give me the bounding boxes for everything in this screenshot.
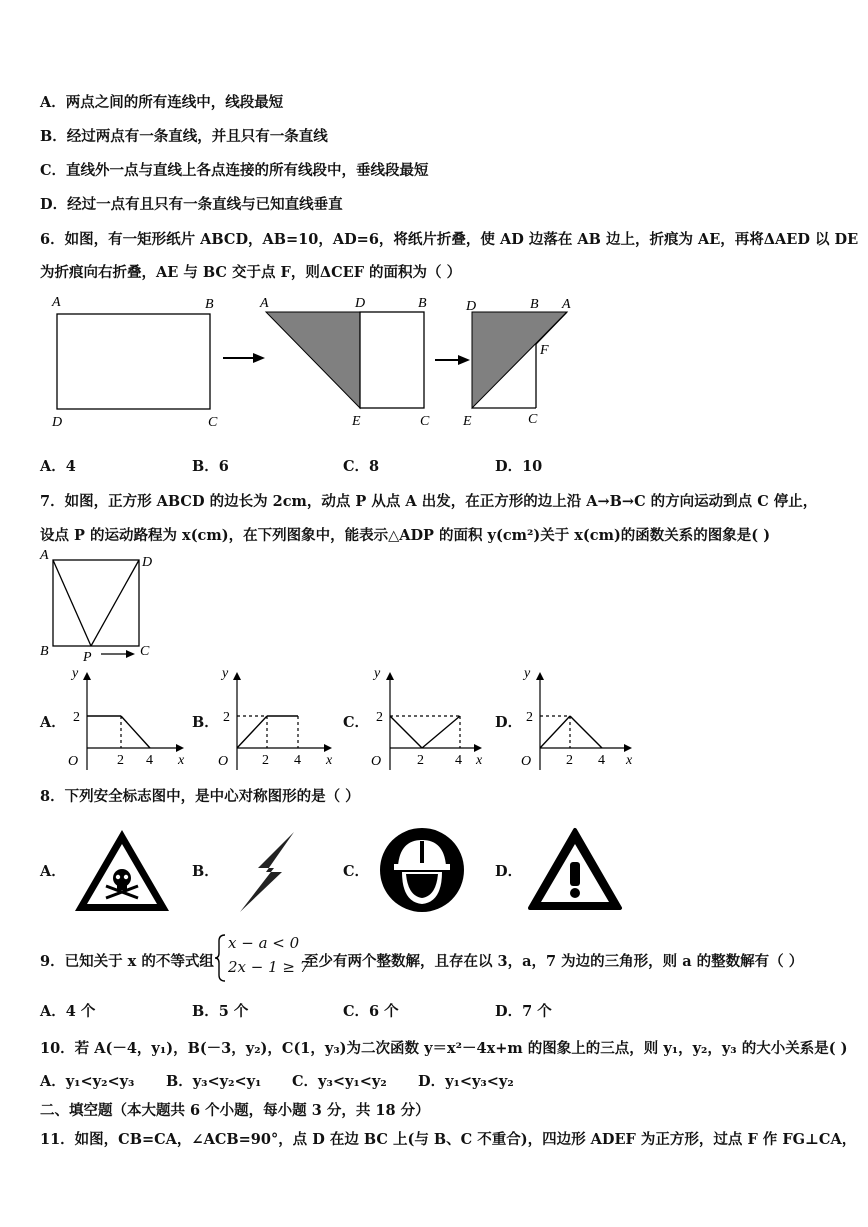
q10-option-c: C．y₃<y₁<y₂ [292, 1073, 387, 1090]
label-a: A [562, 297, 571, 312]
label-o: O [521, 754, 532, 769]
q7-option-c: C． [343, 714, 370, 731]
q11-stem: 11．如图，CB=CA，∠ACB=90°，点 D 在边 BC 上(与 B、C 不重合)，四边形 ADEF 为正方形，过点 F 作 FG⊥CA， [40, 1131, 857, 1148]
q9-inequality-2: 2x − 1 ≥ 7 [228, 958, 310, 976]
q6-rectangle-figure [51, 295, 218, 430]
q6-figure [40, 290, 600, 435]
label-f: F [540, 343, 549, 358]
tick-4: 4 [598, 753, 605, 768]
q9-option-a: A．4 个 [40, 1003, 96, 1020]
q6-stem-line1: 6．如图，有一矩形纸片 ABCD，AB=10，AD=6，将纸片折叠，使 AD 边落在 AB 边上，折痕为 AE，再将ΔAED 以 DE [40, 231, 859, 248]
label-d: D [142, 555, 153, 570]
tick-2: 2 [262, 753, 269, 768]
label-b: B [530, 297, 539, 312]
label-x: x [178, 753, 185, 768]
helmet-icon [378, 826, 466, 914]
tick-2: 2 [417, 753, 424, 768]
label-e: E [352, 414, 361, 429]
q5-option-d: D．经过一点有且只有一条直线与已知直线垂直 [40, 196, 343, 213]
label-x: x [326, 753, 333, 768]
tick-2: 2 [376, 710, 383, 725]
q9-option-b: B．5 个 [192, 1003, 249, 1020]
label-p: P [83, 650, 92, 663]
label-x: x [476, 753, 483, 768]
label-a: A [52, 295, 61, 310]
lightning-icon [236, 830, 300, 914]
tick-2: 2 [73, 710, 80, 725]
q7-stem-line1: 7．如图，正方形 ABCD 的边长为 2cm，动点 P 从点 A 出发，在正方形的边上沿 A→B→C 的方向运动到点 C 停止， [40, 493, 818, 510]
q5-option-a: A．两点之间的所有连线中，线段最短 [40, 94, 284, 111]
q8-stem: 8．下列安全标志图中，是中心对称图形的是（ ） [40, 788, 360, 805]
label-y: y [524, 666, 531, 681]
graph-c [371, 666, 483, 770]
q10-option-b: B．y₃<y₂<y₁ [166, 1073, 262, 1090]
brace-icon [213, 933, 227, 983]
q9-prefix: 9．已知关于 x 的不等式组 [40, 953, 214, 970]
label-o: O [68, 754, 79, 769]
tick-4: 4 [294, 753, 301, 768]
q6-refolded-figure [462, 297, 571, 429]
label-y: y [222, 666, 229, 681]
label-b: B [205, 297, 214, 312]
q8-option-b: B． [192, 863, 219, 880]
label-b: B [418, 296, 427, 311]
q7-stem-line2: 设点 P 的运动路程为 x(cm)，在下列图象中，能表示△ADP 的面积 y(cm²)关于 x(cm)的函数关系的图象是( ) [40, 527, 771, 544]
q10-stem: 10．若 A(－4，y₁)，B(－3，y₂)，C(1，y₃)为二次函数 y＝x²－4x+m 的图象上的三点，则 y₁，y₂，y₃ 的大小关系是( ) [40, 1040, 848, 1057]
q7-square-figure [36, 548, 166, 663]
label-o: O [218, 754, 229, 769]
q8-option-d: D． [495, 863, 523, 880]
label-a: A [260, 296, 269, 311]
tick-2: 2 [117, 753, 124, 768]
q6-option-a: A．4 [40, 458, 76, 475]
tick-2: 2 [223, 710, 230, 725]
arrow-right-icon [223, 353, 265, 363]
label-b: B [40, 644, 49, 659]
q9-inequality-1: x − a < 0 [228, 934, 300, 952]
q9-suffix: 至少有两个整数解，且存在以 3，a，7 为边的三角形，则 a 的整数解有（ ） [304, 953, 804, 970]
graph-d [521, 666, 633, 770]
q5-option-b: B．经过两点有一条直线，并且只有一条直线 [40, 128, 328, 145]
q7-graphs [60, 660, 660, 775]
tick-4: 4 [146, 753, 153, 768]
q8-option-a: A． [40, 863, 66, 880]
q9-option-c: C．6 个 [343, 1003, 399, 1020]
q6-folded-figure [259, 296, 430, 429]
arrow-right-icon [435, 355, 470, 365]
q7-option-a: A． [40, 714, 66, 731]
label-o: O [371, 754, 382, 769]
label-c: C [528, 412, 538, 427]
q10-option-a: A．y₁<y₂<y₃ [40, 1073, 135, 1090]
graph-a [68, 666, 185, 770]
label-d: D [466, 299, 477, 314]
tick-2: 2 [566, 753, 573, 768]
label-a: A [40, 548, 49, 563]
q6-stem-line2: 为折痕向右折叠，AE 与 BC 交于点 F，则ΔCEF 的面积为（ ） [40, 264, 462, 281]
label-d: D [52, 415, 63, 430]
label-x: x [626, 753, 633, 768]
q7-option-b: B． [192, 714, 219, 731]
q6-option-b: B．6 [192, 458, 229, 475]
label-c: C [140, 644, 150, 659]
toxic-warning-icon [72, 826, 172, 914]
section-title: 二、填空题（本大题共 6 个小题，每小题 3 分，共 18 分） [40, 1102, 430, 1119]
label-y: y [374, 666, 381, 681]
label-y: y [72, 666, 79, 681]
tick-4: 4 [455, 753, 462, 768]
label-c: C [208, 415, 218, 430]
q5-option-c: C．直线外一点与直线上各点连接的所有线段中，垂线段最短 [40, 162, 429, 179]
label-e: E [463, 414, 472, 429]
q9-option-d: D．7 个 [495, 1003, 552, 1020]
q8-option-c: C． [343, 863, 370, 880]
q7-option-d: D． [495, 714, 523, 731]
label-c: C [420, 414, 430, 429]
label-d: D [355, 296, 366, 311]
q6-option-c: C．8 [343, 458, 380, 475]
graph-b [218, 666, 333, 770]
tick-2: 2 [526, 710, 533, 725]
q6-option-d: D．10 [495, 458, 543, 475]
q10-option-d: D．y₁<y₃<y₂ [418, 1073, 514, 1090]
exclamation-warning-icon [527, 826, 623, 912]
